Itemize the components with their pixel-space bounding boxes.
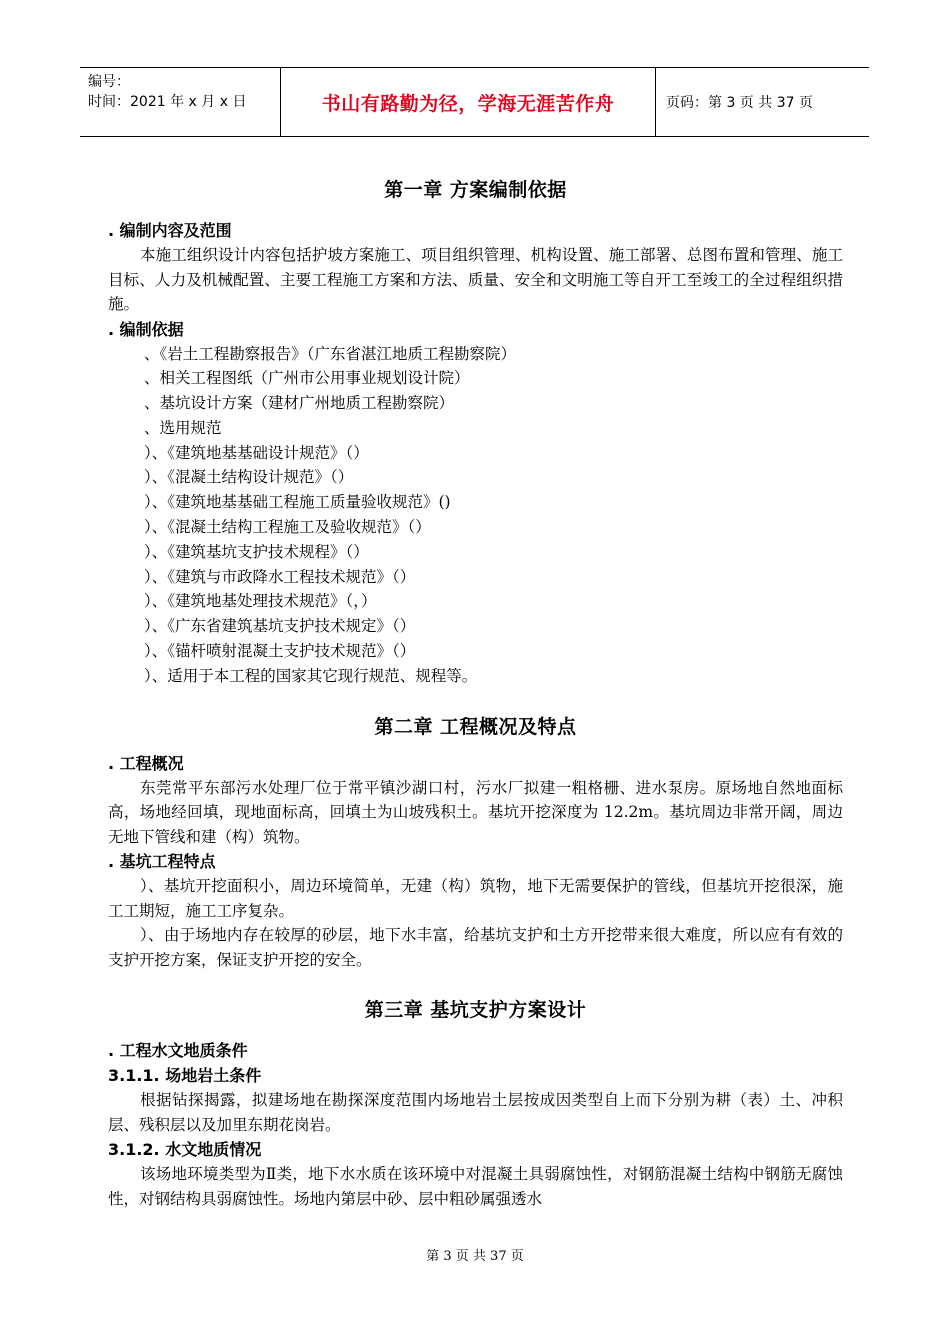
chapter-2-title: 第二章 工程概况及特点 bbox=[374, 715, 577, 738]
list-item: ）、《建筑地基基础工程施工质量验收规范》() bbox=[144, 493, 451, 512]
section-title: . 基坑工程特点 bbox=[108, 852, 216, 872]
section-title: . 编制依据 bbox=[108, 319, 184, 339]
paragraph: 本施工组织设计内容包括护坡方案施工、项目组织管理、机构设置、施工部署、总图布置和管理、施工目标、人力及机械配置、主要工程施工方案和方法、质量、安全和文明施工等自开工至竣工的全过程组织措施。 bbox=[108, 246, 843, 313]
list-item: ）、《混凝土结构设计规范》（） bbox=[144, 468, 354, 487]
paragraph: 东莞常平东部污水处理厂位于常平镇沙湖口村，污水厂拟建一粗格栅、进水泵房。原场地自然地面标高，场地经回填，现地面标高，回填土为山坡残积土。基坑开挖深度为 12.2m。基坑周边非常开阔，周边无地下管线和建（构）筑物。 bbox=[108, 778, 843, 846]
subsection-title: 3.1.2. 水文地质情况 bbox=[108, 1140, 262, 1160]
list-item: ）、《建筑地基处理技术规范》（，） bbox=[144, 592, 377, 611]
paragraph: ）、基坑开挖面积小，周边环境简单，无建（构）筑物，地下无需要保护的管线，但基坑开挖很深，施工工期短，施工工序复杂。 bbox=[108, 877, 843, 920]
list-item: ）、《锚杆喷射混凝土支护技术规范》（） bbox=[144, 642, 416, 661]
list-item: 、《岩土工程勘察报告》（广东省湛江地质工程勘察院） bbox=[144, 344, 517, 363]
section-title: . 工程水文地质条件 bbox=[108, 1041, 248, 1061]
section-title: . 工程概况 bbox=[108, 753, 184, 773]
chapter-1-title: 第一章 方案编制依据 bbox=[384, 179, 567, 201]
header-page-label: 页码：第 3 页 共 37 页 bbox=[666, 95, 813, 111]
list-item: ）、《建筑基坑支护技术规程》（） bbox=[144, 542, 369, 561]
list-item: ）、适用于本工程的国家其它现行规范、规程等。 bbox=[144, 666, 478, 685]
section-title: . 编制内容及范围 bbox=[108, 221, 232, 240]
chapter-3-title: 第三章 基坑支护方案设计 bbox=[364, 999, 587, 1022]
paragraph: 该场地环境类型为Ⅱ类，地下水水质在该环境中对混凝土具弱腐蚀性，对钢筋混凝土结构中钢筋无腐蚀性，对钢结构具弱腐蚀性。场地内第层中砂、层中粗砂属强透水 bbox=[108, 1165, 843, 1208]
list-item: ）、《混凝土结构工程施工及验收规范》（） bbox=[144, 518, 431, 537]
paragraph: ）、由于场地内存在较厚的砂层，地下水丰富，给基坑支护和土方开挖带来很大难度，所以应有有效的支护开挖方案，保证支护开挖的安全。 bbox=[108, 926, 843, 969]
code-label: 编号： bbox=[88, 74, 130, 90]
list-item: ）、《建筑地基基础设计规范》（） bbox=[144, 443, 369, 462]
document-body bbox=[108, 172, 843, 1211]
page-header bbox=[80, 67, 869, 137]
list-item: ）、《建筑与市政降水工程技术规范》（） bbox=[144, 567, 416, 586]
time-label: 时间：2021 年 x 月 x 日 bbox=[88, 94, 247, 110]
page-footer: 第 3 页 共 37 页 bbox=[426, 1249, 524, 1264]
paragraph: 根据钻探揭露，拟建场地在勘探深度范围内场地岩土层按成因类型自上而下分别为耕（表）土、冲积层、残积层以及加里东期花岗岩。 bbox=[108, 1091, 843, 1134]
subsection-title: 3.1.1. 场地岩土条件 bbox=[108, 1066, 262, 1086]
list-item: ）、《广东省建筑基坑支护技术规定》（） bbox=[144, 617, 416, 636]
list-item: 、基坑设计方案（建材广州地质工程勘察院） bbox=[144, 394, 455, 413]
list-item: 、选用规范 bbox=[144, 418, 222, 437]
header-motto: 书山有路勤为径，学海无涯苦作舟 bbox=[280, 68, 656, 136]
header-meta bbox=[80, 68, 280, 136]
list-item: 、相关工程图纸（广州市公用事业规划设计院） bbox=[144, 369, 470, 388]
